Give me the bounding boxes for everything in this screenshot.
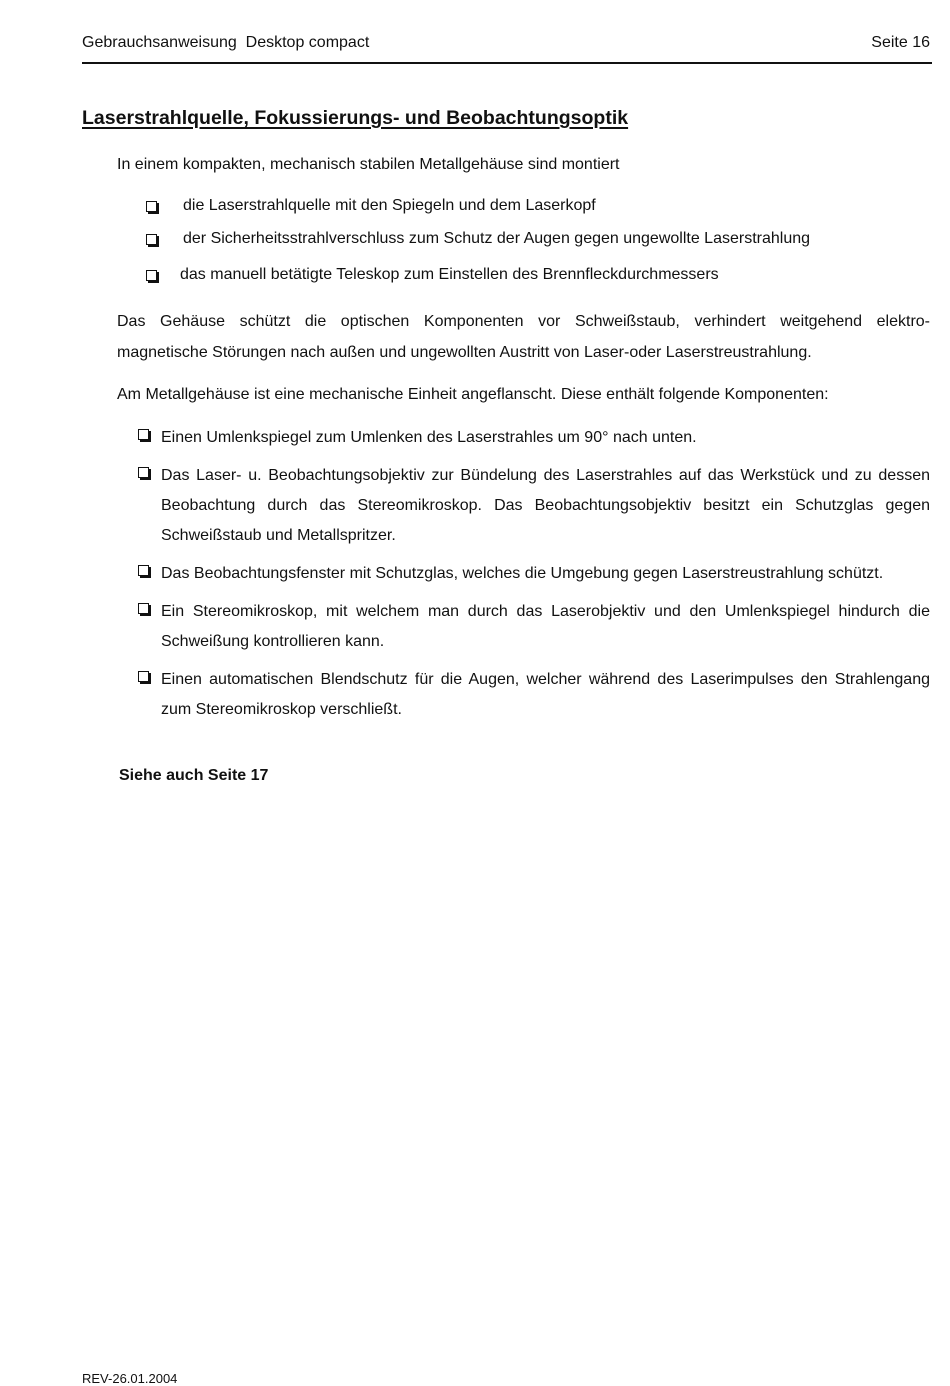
list-item (138, 597, 930, 657)
checkbox-bullet-icon (146, 201, 157, 212)
checkbox-bullet-icon (138, 671, 149, 682)
intro-text: In einem kompakten, mechanisch stabilen Metallgehäuse sind montiert (117, 156, 620, 173)
list-item-text: Ein Stereomikroskop, mit welchem man durch das Laserobjektiv und den Umlenkspiegel hindurch die Schweißung kontrollieren kann. (161, 603, 930, 650)
checkbox-bullet-icon (138, 429, 149, 440)
paragraph-line: magnetische Störungen nach außen und ungewollten Austritt von Laser-oder Laserstreustrahlung. (117, 344, 812, 361)
list-item-text: das manuell betätigte Teleskop zum Einstellen des Brennfleckdurchmessers (180, 266, 719, 283)
list-item-text: Das Beobachtungsfenster mit Schutzglas, welches die Umgebung gegen Laserstreustrahlung schützt. (161, 565, 884, 582)
list-item-text: Einen Umlenkspiegel zum Umlenken des Laserstrahles um 90° nach unten. (161, 429, 697, 446)
list-item-text: der Sicherheitsstrahlverschluss zum Schutz der Augen gegen ungewollte Laserstrahlung (183, 230, 811, 247)
list-item (138, 665, 930, 725)
section-heading: Laserstrahlquelle, Fokussierungs- und Beobachtungsoptik (82, 107, 629, 129)
paragraph-housing (117, 306, 930, 368)
paragraph-components: Am Metallgehäuse ist eine mechanische Einheit angeflanscht. Diese enthält folgende Komponenten: (117, 386, 829, 403)
checkbox-bullet-icon (138, 603, 149, 614)
page-number: Seite 16 (871, 34, 930, 51)
checkbox-bullet-icon (138, 565, 149, 576)
checkbox-bullet-icon (146, 270, 157, 281)
page-header (82, 34, 932, 64)
document-title: Gebrauchsanweisung Desktop compact (82, 34, 370, 51)
checkbox-bullet-icon (138, 467, 149, 478)
see-also-reference: Siehe auch Seite 17 (119, 767, 269, 784)
list-item-text: die Laserstrahlquelle mit den Spiegeln und dem Laserkopf (183, 197, 596, 214)
paragraph-line: Das Gehäuse schützt die optischen Komponenten vor Schweißstaub, verhindert weitgehend elektro- (117, 313, 930, 330)
list-item-text: Das Laser- u. Beobachtungsobjektiv zur Bündelung des Laserstrahles auf das Werkstück und zu dessen Beobachtung durch das Stereomikroskop. Das Beobachtungsobjektiv besitzt ein Schutzglas gegen Schweißstaub und Metallspritzer. (161, 467, 930, 544)
checkbox-bullet-icon (146, 234, 157, 245)
list-item (138, 559, 930, 589)
list-item (138, 461, 930, 551)
revision-footer: REV-26.01.2004 (82, 1371, 178, 1386)
list-item-text: Einen automatischen Blendschutz für die Augen, welcher während des Laserimpulses den Strahlengang zum Stereomikroskop verschließt. (161, 671, 930, 718)
list-item (138, 423, 930, 453)
